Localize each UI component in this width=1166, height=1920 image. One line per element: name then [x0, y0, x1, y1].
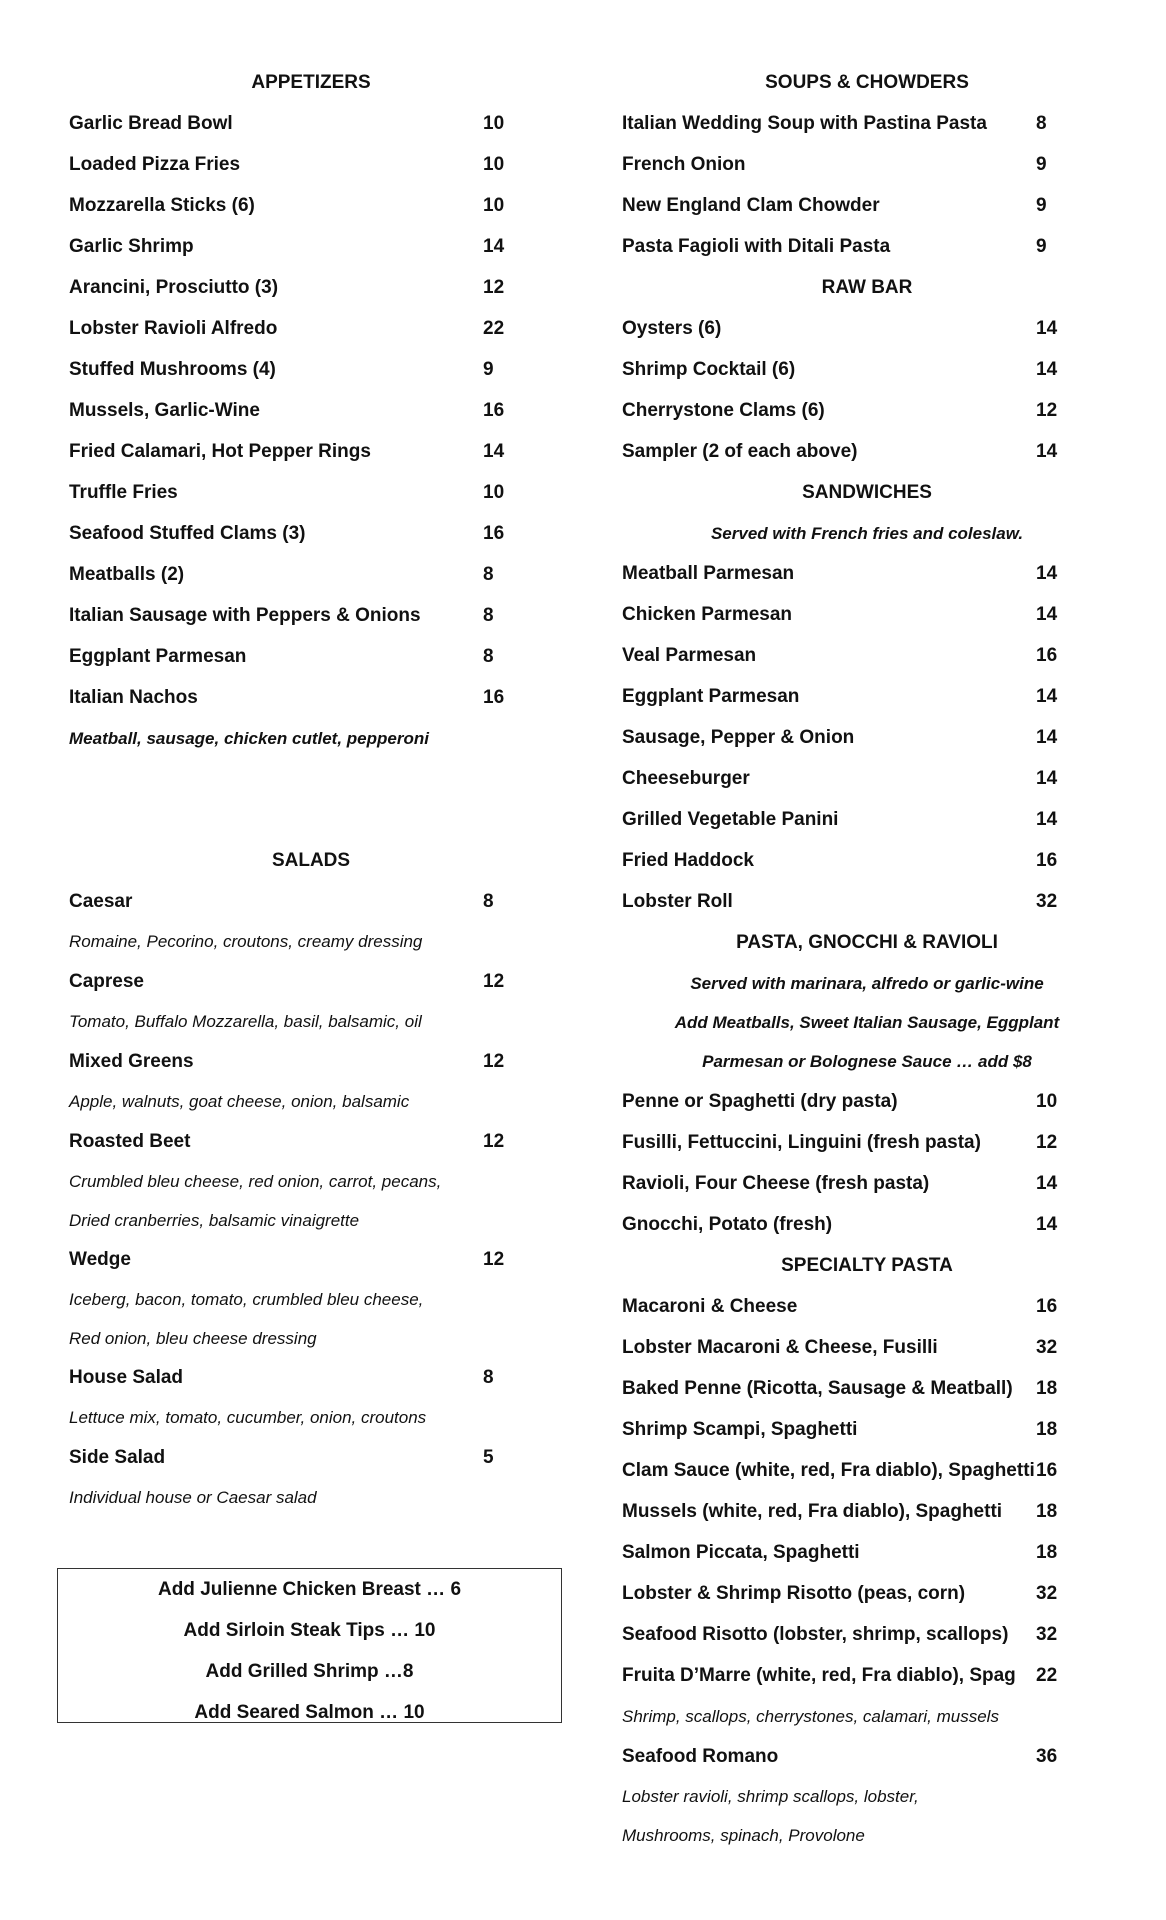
menu-item: Penne or Spaghetti (dry pasta) 10	[622, 1091, 1058, 1112]
menu-item: House Salad 8	[69, 1367, 494, 1388]
menu-item: Loaded Pizza Fries 10	[69, 154, 505, 175]
menu-item: Caesar 8	[69, 891, 494, 912]
specialty-pasta-heading: SPECIALTY PASTA	[781, 1255, 953, 1276]
addon-item: Add Seared Salmon … 10	[194, 1702, 425, 1723]
menu-item: Italian Nachos 16	[69, 687, 505, 708]
sandwiches-note: Served with French fries and coleslaw.	[710, 524, 1024, 543]
menu-item: Mixed Greens 12	[69, 1051, 505, 1072]
item-description: Mushrooms, spinach, Provolone	[622, 1826, 865, 1845]
sandwiches-heading: SANDWICHES	[802, 482, 932, 503]
item-description: Tomato, Buffalo Mozzarella, basil, balsamic, oil	[69, 1012, 422, 1031]
menu-item: French Onion 9	[622, 154, 1047, 175]
menu-item: Shrimp Scampi, Spaghetti 18	[622, 1419, 1058, 1440]
item-description: Crumbled bleu cheese, red onion, carrot, pecans,	[69, 1172, 442, 1191]
menu-item: Mussels, Garlic-Wine 16	[69, 400, 505, 421]
menu-item: Eggplant Parmesan 14	[622, 686, 1058, 707]
menu-item: Arancini, Prosciutto (3) 12	[69, 277, 505, 298]
item-description: Meatball, sausage, chicken cutlet, pepperoni	[69, 729, 429, 748]
item-description: Shrimp, scallops, cherrystones, calamari, mussels	[622, 1707, 999, 1726]
menu-item: Mozzarella Sticks (6) 10	[69, 195, 505, 216]
menu-item: Baked Penne (Ricotta, Sausage & Meatball) 18	[622, 1378, 1058, 1399]
menu-item: Lobster Macaroni & Cheese, Fusilli 32	[622, 1337, 1058, 1358]
menu-item: Fried Haddock 16	[622, 850, 1058, 871]
menu-item: Italian Sausage with Peppers & Onions 8	[69, 605, 494, 626]
menu-item: Sampler (2 of each above) 14	[622, 441, 1058, 462]
menu-item: Wedge 12	[69, 1249, 505, 1270]
menu-item: Salmon Piccata, Spaghetti 18	[622, 1542, 1058, 1563]
appetizers-heading: APPETIZERS	[251, 72, 371, 93]
item-description: Iceberg, bacon, tomato, crumbled bleu cheese,	[69, 1290, 424, 1309]
item-description: Lobster ravioli, shrimp scallops, lobster,	[622, 1787, 919, 1806]
salads-heading: SALADS	[271, 850, 351, 871]
menu-item: Fusilli, Fettuccini, Linguini (fresh pasta) 12	[622, 1132, 1058, 1153]
menu-item: Italian Wedding Soup with Pastina Pasta 8	[622, 113, 1047, 134]
menu-item: Meatball Parmesan 14	[622, 563, 1058, 584]
item-description: Apple, walnuts, goat cheese, onion, balsamic	[69, 1092, 410, 1111]
salad-addons-box	[57, 1568, 562, 1723]
menu-item: Caprese 12	[69, 971, 505, 992]
menu-item: Mussels (white, red, Fra diablo), Spaghetti 18	[622, 1501, 1058, 1522]
item-description: Romaine, Pecorino, croutons, creamy dressing	[69, 932, 423, 951]
addon-item: Add Julienne Chicken Breast … 6	[157, 1579, 462, 1600]
soups-heading: SOUPS & CHOWDERS	[765, 72, 969, 93]
menu-item: Eggplant Parmesan 8	[69, 646, 494, 667]
menu-item: Seafood Stuffed Clams (3) 16	[69, 523, 505, 544]
menu-item: Truffle Fries 10	[69, 482, 505, 503]
menu-item: Cherrystone Clams (6) 12	[622, 400, 1058, 421]
menu-item: Lobster Roll 32	[622, 891, 1058, 912]
menu-item: Seafood Romano 36	[622, 1746, 1058, 1767]
menu-item: Side Salad 5	[69, 1447, 494, 1468]
menu-item: Pasta Fagioli with Ditali Pasta 9	[622, 236, 1047, 257]
menu-item: Stuffed Mushrooms (4) 9	[69, 359, 494, 380]
addon-item: Add Sirloin Steak Tips … 10	[183, 1620, 436, 1641]
menu-item: Macaroni & Cheese 16	[622, 1296, 1058, 1317]
menu-item: Grilled Vegetable Panini 14	[622, 809, 1058, 830]
item-description: Dried cranberries, balsamic vinaigrette	[69, 1211, 360, 1230]
menu-item: Garlic Shrimp 14	[69, 236, 505, 257]
item-description: Red onion, bleu cheese dressing	[69, 1329, 317, 1348]
menu-item: Ravioli, Four Cheese (fresh pasta) 14	[622, 1173, 1058, 1194]
pasta-note: Parmesan or Bolognese Sauce … add $8	[702, 1052, 1032, 1071]
menu-item: New England Clam Chowder 9	[622, 195, 1047, 216]
menu-item: Garlic Bread Bowl 10	[69, 113, 505, 134]
menu-item: Oysters (6) 14	[622, 318, 1058, 339]
pasta-note: Add Meatballs, Sweet Italian Sausage, Eggplant	[674, 1013, 1060, 1032]
menu-item: Lobster & Shrimp Risotto (peas, corn) 32	[622, 1583, 1058, 1604]
pasta-note: Served with marinara, alfredo or garlic-wine	[690, 974, 1044, 993]
addon-item: Add Grilled Shrimp …8	[205, 1661, 414, 1682]
menu-item: Gnocchi, Potato (fresh) 14	[622, 1214, 1058, 1235]
menu-item: Seafood Risotto (lobster, shrimp, scallops) 32	[622, 1624, 1058, 1645]
menu-item: Fruita D’Marre (white, red, Fra diablo), Spag 22	[622, 1665, 1058, 1686]
menu-item: Clam Sauce (white, red, Fra diablo), Spaghetti 16	[622, 1460, 1058, 1481]
menu-item: Fried Calamari, Hot Pepper Rings 14	[69, 441, 505, 462]
menu-item: Sausage, Pepper & Onion 14	[622, 727, 1058, 748]
item-description: Lettuce mix, tomato, cucumber, onion, croutons	[69, 1408, 427, 1427]
menu-item: Veal Parmesan 16	[622, 645, 1058, 666]
menu-item: Cheeseburger 14	[622, 768, 1058, 789]
pasta-heading: PASTA, GNOCCHI & RAVIOLI	[736, 932, 998, 953]
menu-item: Shrimp Cocktail (6) 14	[622, 359, 1058, 380]
menu-item: Lobster Ravioli Alfredo 22	[69, 318, 505, 339]
menu-item: Roasted Beet 12	[69, 1131, 505, 1152]
menu-item: Chicken Parmesan 14	[622, 604, 1058, 625]
menu-item: Meatballs (2) 8	[69, 564, 494, 585]
item-description: Individual house or Caesar salad	[69, 1488, 317, 1507]
raw-bar-heading: RAW BAR	[821, 277, 913, 298]
